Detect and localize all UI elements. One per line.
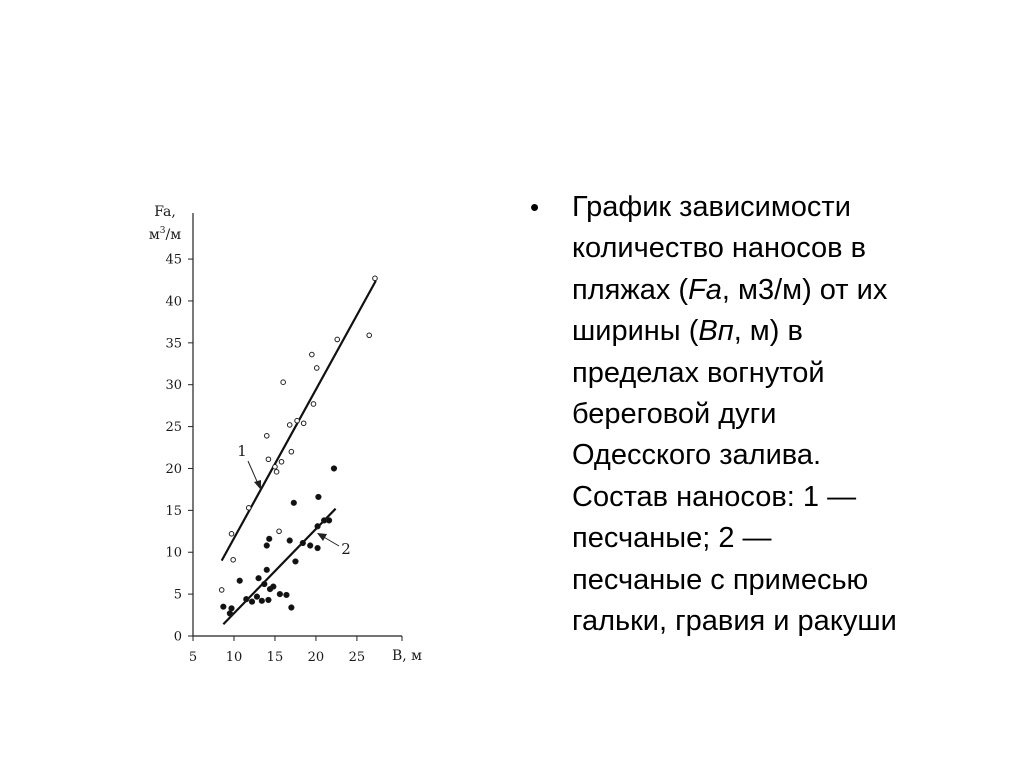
series-2-point — [254, 594, 260, 600]
series-2-label: 2 — [341, 540, 351, 558]
series-2-point — [277, 591, 283, 597]
series-2-point — [300, 540, 306, 546]
series-2-point — [221, 604, 227, 610]
series-1-point — [310, 352, 315, 357]
series-1-annotation — [237, 442, 261, 490]
series-2-point — [259, 598, 265, 604]
series-2-point — [291, 500, 297, 506]
series-1-arrowhead — [254, 480, 261, 490]
description-line-9: песчаные; 2 — — [572, 522, 772, 555]
y-tick-label: 25 — [165, 420, 182, 436]
series-1-point — [335, 337, 340, 342]
series-1-point — [266, 457, 271, 462]
x-tick-label: 25 — [348, 650, 366, 665]
bullet-dot: • — [530, 192, 540, 222]
series-2-point — [331, 466, 337, 472]
description-line-5: пределах вогнутой — [572, 356, 825, 389]
y-axis-title-line1: Fa, — [154, 204, 176, 220]
series-1-point — [373, 276, 378, 281]
x-axis — [189, 636, 422, 665]
description-line-3: пляжах (Fa, м3/м) от их — [572, 273, 888, 306]
series-1-point — [281, 380, 286, 385]
series-1-label: 1 — [237, 442, 247, 460]
series-1-point — [231, 557, 236, 562]
x-tick-label: 10 — [225, 650, 243, 665]
series-2-point — [287, 538, 293, 544]
series-2-point — [262, 581, 268, 587]
series-1-point — [301, 421, 306, 426]
y-tick-label: 40 — [165, 294, 182, 310]
series-1-point — [273, 465, 278, 470]
series-2-point — [229, 606, 235, 612]
series-1-point — [295, 418, 300, 423]
description-line-2: количество наносов в — [572, 232, 867, 265]
series-2-point — [256, 575, 262, 581]
series-2-point — [271, 584, 277, 590]
description-line-6: береговой дуги — [572, 398, 777, 431]
description-line-4: ширины (Вп, м) в — [572, 315, 803, 348]
description-line-8: Состав наносов: 1 — — [572, 480, 857, 513]
series-1-point — [264, 434, 269, 439]
series-2-arrowhead — [317, 533, 327, 541]
x-tick-label: 5 — [188, 650, 198, 665]
y-tick-label: 45 — [165, 252, 182, 268]
description-text — [572, 187, 982, 642]
y-tick-label: 15 — [165, 503, 182, 519]
series-2-annotation — [317, 533, 351, 558]
series-1-point — [277, 529, 282, 534]
y-tick-label: 35 — [165, 336, 182, 352]
series-2-point — [266, 536, 272, 542]
series-2-point — [264, 543, 270, 549]
series-2-point — [289, 605, 295, 611]
y-tick-label: 20 — [165, 461, 182, 477]
series-2-point — [307, 543, 313, 549]
series-2-point — [237, 578, 243, 584]
series-1-point — [279, 459, 284, 464]
series-1-point — [311, 402, 316, 407]
series-1-point — [274, 470, 279, 475]
description-line-1: График зависимости — [572, 191, 851, 223]
series-2-point — [326, 518, 332, 524]
series-2-point — [315, 545, 321, 551]
y-tick-label: 30 — [165, 378, 182, 394]
series-1-point — [289, 449, 294, 454]
series-2-point — [243, 596, 249, 602]
x-tick-label: 20 — [307, 650, 325, 665]
series-1-point — [367, 333, 372, 338]
y-axis-title-superscript: 3 — [159, 226, 166, 236]
series-2-point — [316, 494, 322, 500]
description-line-10: песчаные с примесью — [572, 563, 869, 596]
y-tick-label: 0 — [173, 629, 182, 645]
y-axis — [149, 204, 193, 645]
y-tick-label: 5 — [173, 587, 182, 603]
y-ticks — [165, 253, 193, 645]
series-2-point — [284, 592, 290, 598]
series-1-point — [287, 423, 292, 428]
series-1-point — [314, 366, 319, 371]
series-2-point — [266, 597, 272, 603]
series-1-point — [219, 588, 224, 593]
scatter-chart — [0, 0, 520, 700]
series-2-point — [264, 567, 270, 573]
x-axis-title: B, м — [391, 648, 423, 664]
series-2-point — [315, 523, 321, 529]
series-1-point — [246, 506, 251, 511]
description-line-11: гальки, гравия и ракуши — [572, 605, 897, 638]
y-tick-label: 10 — [165, 545, 182, 561]
y-axis-title-line2: $м^3/м$ — [148, 226, 182, 243]
description-line-7: Одесского залива. — [572, 439, 822, 472]
series-1-point — [229, 532, 234, 537]
series-2-point — [293, 559, 299, 565]
series-2-point — [249, 599, 255, 605]
x-tick-label: 15 — [266, 650, 284, 665]
x-ticks — [189, 636, 402, 665]
